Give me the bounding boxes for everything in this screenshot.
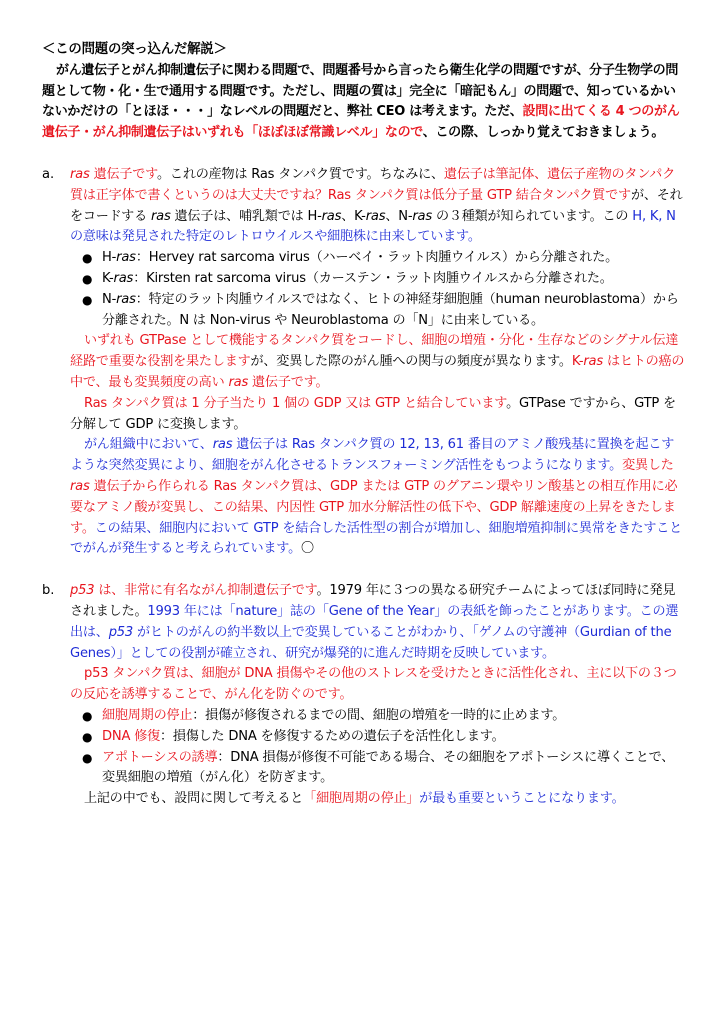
bullet-icon: ● [82, 708, 93, 723]
intro-paragraph [42, 61, 687, 144]
item-b [42, 581, 687, 810]
intro-highlight: 設問に出てくる 4 つのがん遺伝子・がん抑制遺伝子はいずれも「ほぼほぼ常識レベル」なので [42, 104, 680, 141]
item-a-paragraph-4: がん組織中において、ras 遺伝子は Ras タンパク質の 12, 13, 61 番目のアミノ酸残基に置換を起こすような突然変異により、細胞をがん化させるトランスフォーミング活性をもつようになります。変異した ras 遺伝子から作られる Ras タンパク質は、GDP または GTP のグアニン環やリン酸基との相互作用に必要なアミノ酸が変異し、この結果、内因性 GTP 加水分解活性の低下や、GDP 解離速度の上昇をきたします。この結果、細胞内において GTP を結合した活性型の割合が増加し、細胞増殖抑制に異常をきたすことでがんが発生すると考えられています。〇 [70, 437, 683, 557]
bullet-icon: ● [82, 271, 93, 286]
item-b-paragraph-1: p53 は、非常に有名ながん抑制遺伝子です。1979 年に３つの異なる研究チームによってほぼ同時に発見されました。1993 年には「nature」誌の「Gene of the Year」の表紙を飾ったことがあります。この選出は、p53 がヒトのがんの約半数以上で変異していることがわかり、「ゲノムの守護神（Gurdian of the Genes）」としての役割が確立され、研究が爆発的に進んだ時期を反映しています。 [70, 583, 679, 661]
ras-variant-list [70, 248, 687, 331]
intro-text-end: 、この際、しっかり覚えておきましょう。 [422, 125, 665, 141]
list-item: ● K-ras：Kirsten rat sarcoma virus（カーステン・ラット肉腫ウイルスから分離された。 [70, 269, 687, 290]
section-heading: ＜この問題の突っ込んだ解説＞ [42, 42, 227, 57]
list-item: ● アポトーシスの誘導：DNA 損傷が修復不可能である場合、その細胞をアポトーシスに導くことで、変異細胞の増殖（がん化）を防ぎます。 [70, 748, 687, 790]
item-b-paragraph-2: p53 タンパク質は、細胞が DNA 損傷やその他のストレスを受けたときに活性化され、主に以下の３つの反応を誘導することで、がん化を防ぐのです。 [70, 666, 677, 703]
item-a [42, 165, 687, 560]
list-item: ● 細胞周期の停止：損傷が修復されるまでの間、細胞の増殖を一時的に止めます。 [70, 706, 687, 727]
item-a-paragraph-1: ras 遺伝子です。これの産物は Ras タンパク質です。ちなみに、遺伝子は筆記体、遺伝子産物のタンパク質は正字体で書くというのは大丈夫ですね？Ras タンパク質は低分子量 GTP 結合タンパク質ですが、それをコードする ras 遺伝子は、哺乳類では H-ras、K-ras、N-ras の３種類が知られています。この H, K, N の意味は発見された特定のレトロウイルスや細胞株に由来しています。 [70, 166, 683, 245]
intro-text: がん遺伝子とがん抑制遺伝子に関わる問題で、問題番号から言ったら衛生化学の問題ですが、分子生物学の問題として物・化・生で通用する問題です。ただし、問題の質は」完全に「暗記もん」の問題で、知っているかいないかだけの「とほほ・・・」なレベルの問題だと、弊社 CEO は考えます。ただ、 [42, 62, 679, 120]
list-item: ● DNA 修復：損傷した DNA を修復するための遺伝子を活性化します。 [70, 727, 687, 748]
p53-response-list [70, 706, 687, 789]
item-a-paragraph-2: いずれも GTPase として機能するタンパク質をコードし、細胞の増殖・分化・生存などのシグナル伝達経路で重要な役割を果たしますが、変異した際のがん腫への関与の頻度が異なります。K-ras はヒトの癌の中で、最も変異頻度の高い ras 遺伝子です。 [70, 333, 685, 390]
list-item: ● H-ras：Hervey rat sarcoma virus（ハーベイ・ラット肉腫ウイルス）から分離された。 [70, 248, 687, 269]
bullet-icon: ● [82, 750, 93, 765]
item-a-label: a. [42, 166, 55, 182]
list-item: ● N-ras：特定のラット肉腫ウイルスではなく、ヒトの神経芽細胞腫（human neuroblastoma）から分離された。N は Non-virus や Neuroblastoma の「N」に由来している。 [70, 290, 687, 332]
bullet-icon: ● [82, 292, 93, 307]
item-a-paragraph-3: Ras タンパク質は 1 分子当たり 1 個の GDP 又は GTP と結合しています。GTPase ですから、GTP を分解して GDP に変換します。 [70, 395, 676, 432]
bullet-icon: ● [82, 729, 93, 744]
item-b-label: b. [42, 583, 55, 599]
explanation-page [42, 40, 687, 810]
bullet-icon: ● [82, 251, 93, 266]
item-b-paragraph-3: 上記の中でも、設問に関して考えると「細胞周期の停止」が最も重要ということになります。 [84, 791, 625, 807]
answer-mark: 〇 [301, 541, 314, 557]
